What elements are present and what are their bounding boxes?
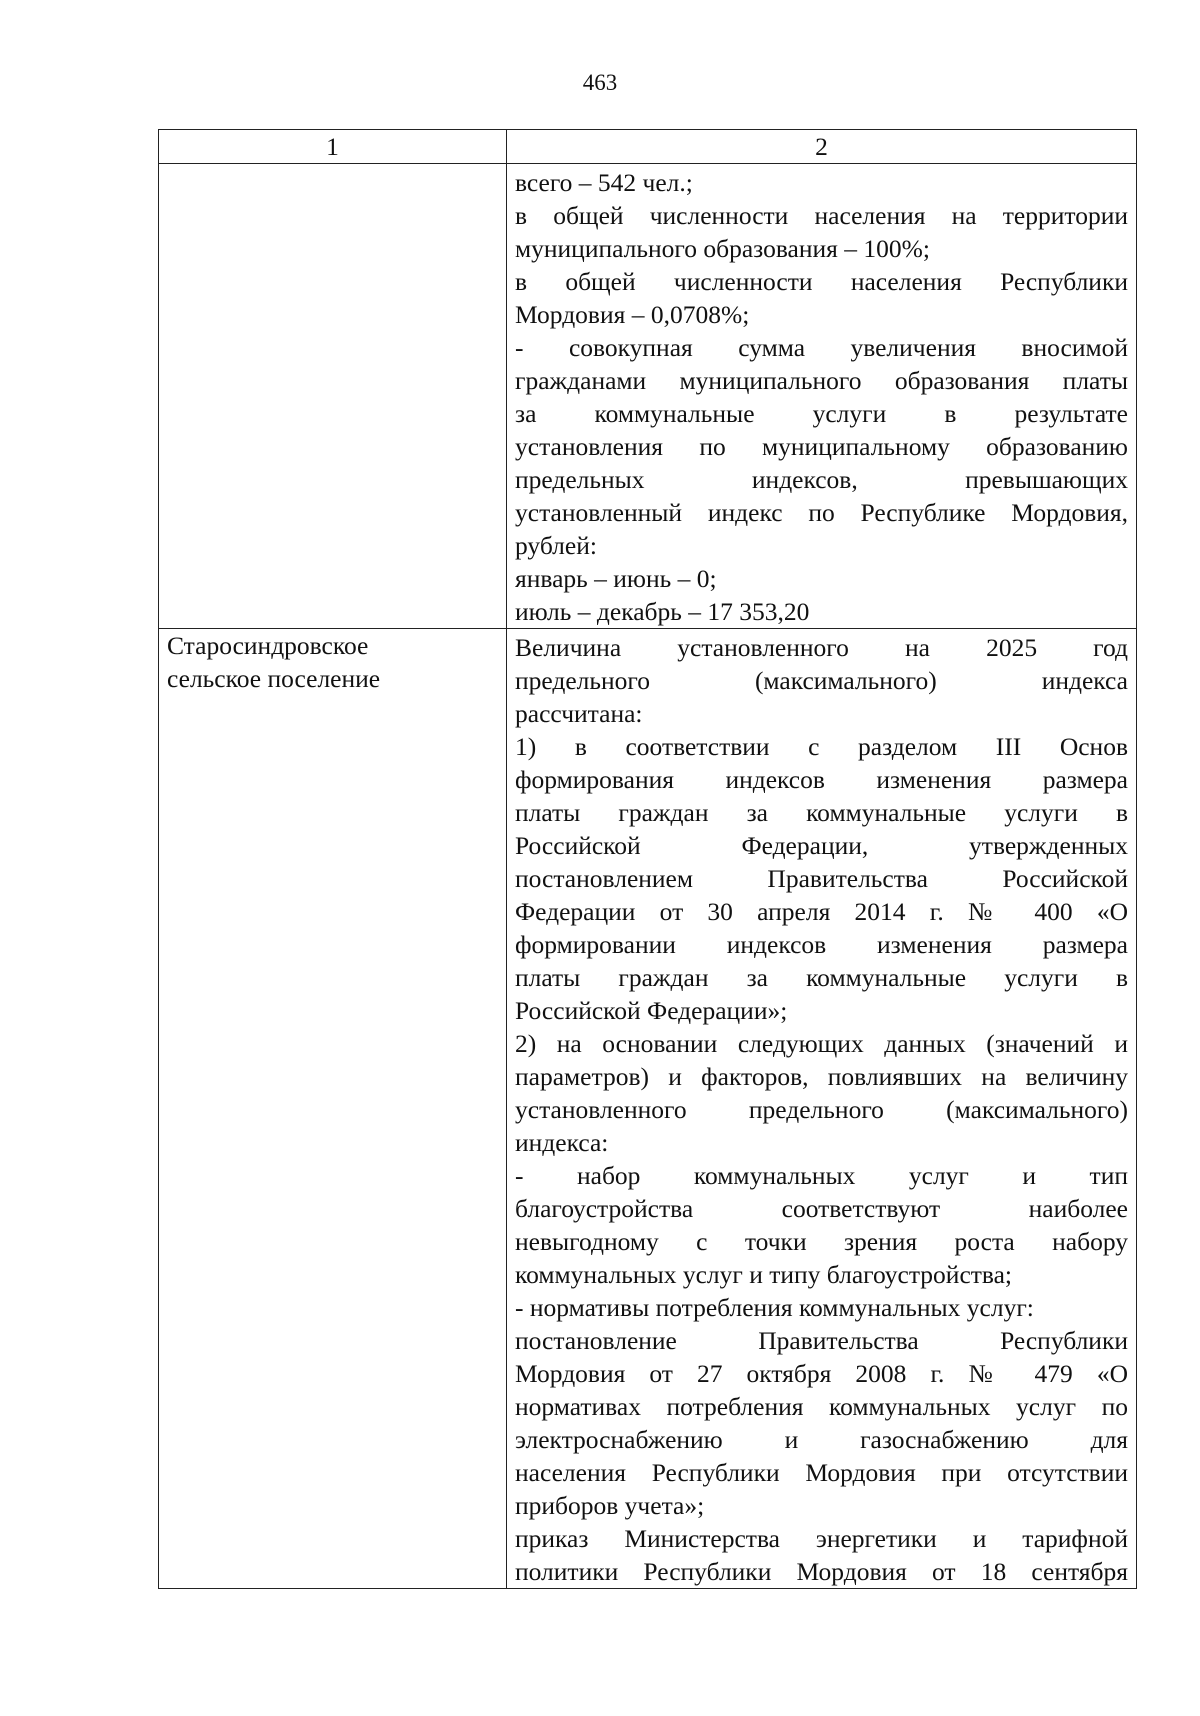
cell-text [515,164,1128,628]
text-line: Федерации от 30 апреля 2014 г. № 400 «О [515,897,1128,926]
column-header-2: 2 [507,130,1137,164]
text-line: приказ Министерства энергетики и тарифной [515,1524,1128,1553]
text-line: приборов учета»; [515,1491,705,1520]
data-table [158,129,1137,1589]
text-line: Российской Федерации»; [515,996,788,1025]
text-line: 1) в соответствии с разделом III Основ [515,732,1128,761]
text-line: установления по муниципальному образованию [515,432,1128,461]
page-number: 463 [582,70,618,95]
settlement-name [167,629,498,695]
text-line: Мордовия от 27 октября 2008 г. № 479 «О [515,1359,1128,1388]
text-line: постановлением Правительства Российской [515,864,1128,893]
text-line: нормативах потребления коммунальных услуг по [515,1392,1128,1421]
text-line: Старосиндровское [167,631,369,660]
text-line: параметров) и факторов, повлиявших на величину [515,1062,1128,1091]
text-line: сельское поселение [167,664,381,693]
text-line: установленный индекс по Республике Мордовия, [515,498,1128,527]
table-row [159,629,1137,1589]
text-line: Российской Федерации, утвержденных [515,831,1128,860]
text-line: платы граждан за коммунальные услуги в [515,798,1128,827]
text-line: индекса: [515,1128,609,1157]
cell-text [515,629,1128,1588]
text-line: всего – 542 чел.; [515,168,693,197]
text-line: электроснабжению и газоснабжению для [515,1425,1128,1454]
text-line: формировании индексов изменения размера [515,930,1128,959]
text-line: за коммунальные услуги в результате [515,399,1128,428]
table-row [159,164,1137,629]
text-line: Мордовия – 0,0708%; [515,300,750,329]
text-line: населения Республики Мордовия при отсутствии [515,1458,1128,1487]
text-line: гражданами муниципального образования платы [515,366,1128,395]
text-line: коммунальных услуг и типу благоустройства; [515,1260,1013,1289]
text-line: в общей численности населения Республики [515,267,1128,296]
text-line: невыгодному с точки зрения роста набору [515,1227,1128,1256]
column-header-1: 1 [159,130,507,164]
text-line: постановление Правительства Республики [515,1326,1128,1355]
text-line: благоустройства соответствуют наиболее [515,1194,1128,1223]
text-line: формирования индексов изменения размера [515,765,1128,794]
row-label-cell [159,164,507,629]
text-line: Величина установленного на 2025 год [515,633,1128,662]
text-line: июль – декабрь – 17 353,20 [515,597,810,626]
text-line: 2) на основании следующих данных (значений и [515,1029,1128,1058]
row-content-cell [507,629,1137,1589]
text-line: январь – июнь – 0; [515,564,717,593]
row-content-cell [507,164,1137,629]
text-line: предельных индексов, превышающих [515,465,1128,494]
text-line: муниципального образования – 100%; [515,234,930,263]
text-line: установленного предельного (максимального) [515,1095,1128,1124]
text-line: платы граждан за коммунальные услуги в [515,963,1128,992]
text-line: в общей численности населения на территории [515,201,1128,230]
text-line: - нормативы потребления коммунальных услуг: [515,1293,1034,1322]
text-line: политики Республики Мордовия от 18 сентября [515,1557,1128,1586]
text-line: - совокупная сумма увеличения вносимой [515,333,1128,362]
row-label-cell [159,629,507,1589]
table-header-row [159,130,1137,164]
text-line: предельного (максимального) индекса [515,666,1128,695]
text-line: - набор коммунальных услуг и тип [515,1161,1128,1190]
text-line: рублей: [515,531,597,560]
text-line: рассчитана: [515,699,643,728]
